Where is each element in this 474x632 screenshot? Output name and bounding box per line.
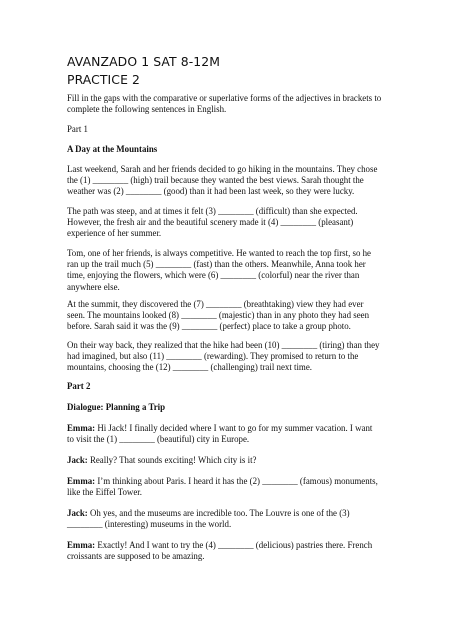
paragraph: At the summit, they discovered the (7) ________ (breathtaking) view they had ever seen. The mountains looked (8) ________ (majestic) than in any photo they had seen before. Sarah said it was the (9) ________ (perfect) place to take a group photo.	[67, 299, 370, 332]
dialogue-line: Emma: Hi Jack! I finally decided where I want to go for my summer vacation. I want to visit the (1) ________ (beautiful) city in Europe.	[67, 423, 373, 445]
dialogue-line: Emma: I’m thinking about Paris. I heard it has the (2) ________ (famous) monuments, like the Eiffel Tower.	[67, 476, 378, 498]
speaker-name: Emma:	[67, 540, 96, 550]
paragraph: On their way back, they realized that the hike had been (10) ________ (tiring) than they had imagined, but also (11) ________ (rewarding). They promised to return to the mountains, choosing the (12) ________ (challenging) trail next time.	[67, 340, 380, 373]
part2-label: Part 2	[67, 381, 91, 391]
speaker-name: Jack:	[67, 455, 88, 465]
part1-heading: A Day at the Mountains	[67, 144, 158, 154]
instructions	[67, 93, 417, 115]
part2-heading: Dialogue: Planning a Trip	[67, 402, 166, 412]
part1-label: Part 1	[67, 124, 88, 134]
instructions-line: Fill in the gaps with the comparative or superlative forms of the adjectives in brackets to	[67, 93, 382, 103]
document-title: AVANZADO 1 SAT 8-12M	[67, 54, 221, 69]
paragraph: Last weekend, Sarah and her friends decided to go hiking in the mountains. They chose the (1) ________ (high) trail because they wanted the best views. Sarah thought the weather was (2) ________ (good) than it had been last week, so they were lucky.	[67, 164, 378, 197]
speaker-name: Emma:	[67, 423, 96, 433]
paragraph: Tom, one of her friends, is always competitive. He wanted to reach the top first, so he ran up the trail much (5) ________ (fast) than the others. Meanwhile, Anna took her time, enjoying the flowers, which were (6) ________ (colorful) near the river than anywhere else.	[67, 248, 371, 292]
dialogue-line: Jack: Really? That sounds exciting! Which city is it?	[67, 455, 257, 465]
speaker-name: Emma:	[67, 476, 96, 486]
paragraph: The path was steep, and at times it felt (3) ________ (difficult) than she expected. However, the fresh air and the beautiful scenery made it (4) ________ (pleasant) experience of her summer.	[67, 206, 358, 239]
practice-heading: PRACTICE 2	[67, 72, 141, 87]
dialogue-line: Emma: Exactly! And I want to try the (4) ________ (delicious) pastries there. French croissants are supposed to be amazing.	[67, 540, 373, 562]
dialogue-line: Jack: Oh yes, and the museums are incredible too. The Louvre is one of the (3) ________ (interesting) museums in the world.	[67, 508, 350, 530]
instructions-line: complete the following sentences in English.	[67, 104, 227, 115]
speaker-name: Jack:	[67, 508, 88, 518]
